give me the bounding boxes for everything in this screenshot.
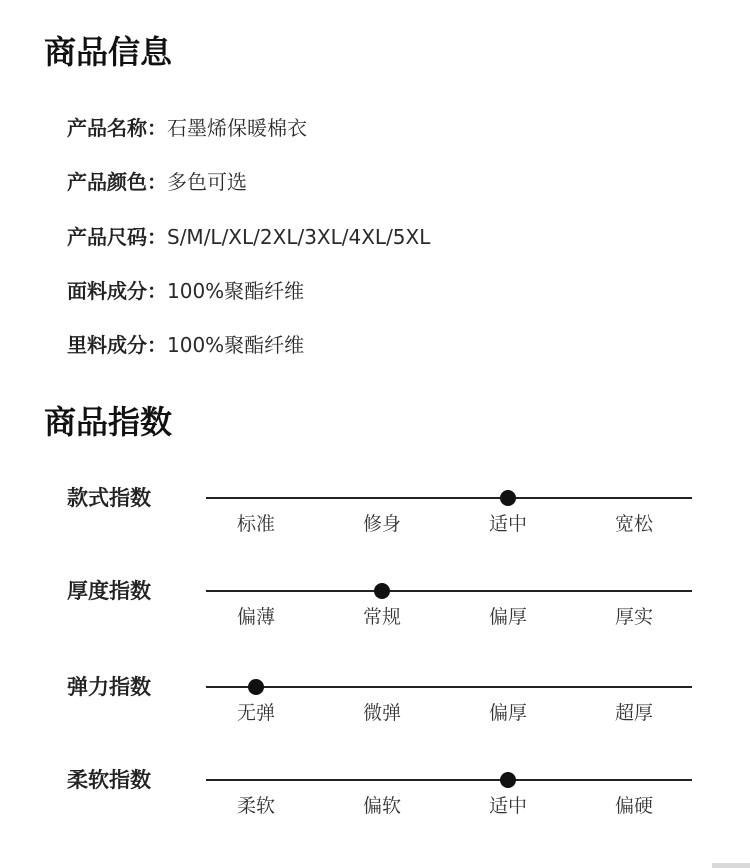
index-option: 宽松 [614, 513, 653, 535]
index-option: 偏厚 [488, 606, 527, 628]
product-info-title: 商品信息 [44, 33, 173, 71]
index-scale-line [206, 497, 692, 499]
corner-decoration [712, 863, 750, 868]
index-option: 标准 [236, 513, 275, 535]
info-value: S/M/L/XL/2XL/3XL/4XL/5XL [167, 225, 431, 249]
index-option: 常规 [362, 606, 401, 628]
index-option: 超厚 [614, 702, 653, 724]
index-option: 适中 [488, 795, 527, 817]
info-row-name [67, 113, 307, 143]
info-label: 里料成分： [67, 333, 167, 357]
index-option: 偏薄 [236, 606, 275, 628]
index-label: 款式指数 [67, 486, 151, 510]
info-value: 100%聚酯纤维 [167, 279, 305, 303]
index-row-softness [0, 768, 750, 840]
index-option: 偏厚 [488, 702, 527, 724]
info-row-lining [67, 330, 304, 360]
index-scale-line [206, 779, 692, 781]
index-marker-dot [374, 583, 390, 599]
info-label: 产品尺码： [67, 225, 167, 249]
index-marker-dot [248, 679, 264, 695]
index-label: 柔软指数 [67, 768, 151, 792]
index-option: 修身 [362, 513, 401, 535]
index-marker-dot [500, 772, 516, 788]
index-option: 厚实 [614, 606, 653, 628]
index-option: 偏硬 [614, 795, 653, 817]
info-value: 石墨烯保暖棉衣 [167, 116, 307, 140]
info-row-fabric [67, 276, 304, 306]
index-option: 偏软 [362, 795, 401, 817]
index-marker-dot [500, 490, 516, 506]
index-option: 柔软 [236, 795, 275, 817]
product-index-title: 商品指数 [44, 403, 173, 441]
index-label: 弹力指数 [67, 675, 151, 699]
info-label: 产品名称： [67, 116, 167, 140]
index-row-style [0, 486, 750, 558]
info-row-color [67, 167, 247, 197]
index-scale-line [206, 686, 692, 688]
info-label: 面料成分： [67, 279, 167, 303]
info-row-size [67, 222, 430, 252]
index-row-thickness [0, 579, 750, 651]
info-value: 100%聚酯纤维 [167, 333, 305, 357]
index-option: 适中 [488, 513, 527, 535]
info-label: 产品颜色： [67, 170, 167, 194]
index-row-elasticity [0, 675, 750, 747]
index-option: 无弹 [236, 702, 275, 724]
index-label: 厚度指数 [67, 579, 151, 603]
info-value: 多色可选 [167, 170, 247, 194]
index-option: 微弹 [362, 702, 401, 724]
index-scale-line [206, 590, 692, 592]
